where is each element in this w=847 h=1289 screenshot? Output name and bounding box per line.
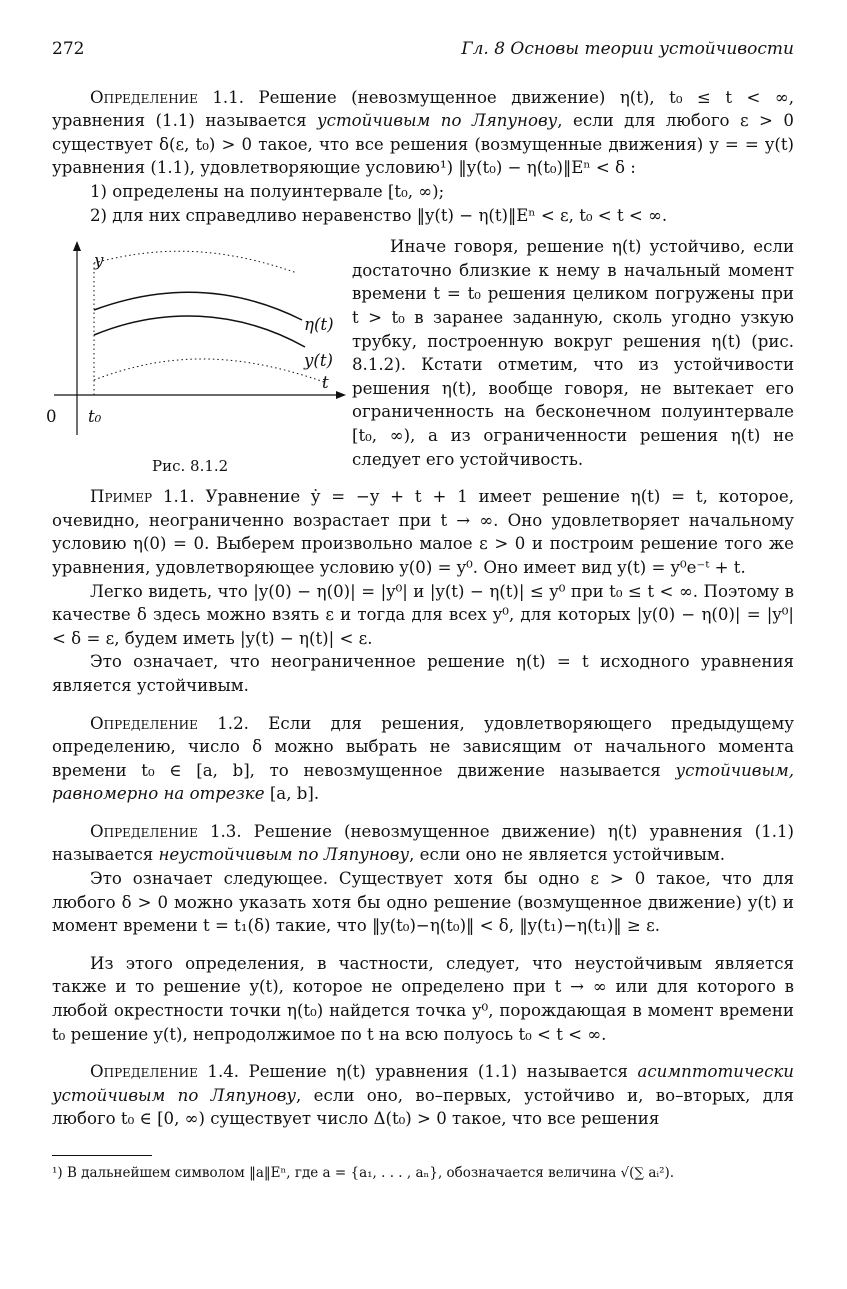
origin-label: 0 bbox=[46, 407, 57, 427]
example-paragraph: Это означает, что неограниченное решение η(t) = t исходного уравнения является устойчивым. bbox=[52, 652, 794, 695]
figure-8-1-2 bbox=[46, 235, 352, 485]
definition-paragraph: Это означает следующее. Существует хотя бы одно ε > 0 такое, что для любого δ > 0 можно указать хотя бы одно решение (возмущенное движение) y(t) и момент времени t = t₁(δ) такие, что ‖y(t₀)−η(t₀)‖ < δ, ‖y(t₁)−η(t₁)‖ ≥ ε. bbox=[52, 869, 794, 936]
definition-1-1 bbox=[52, 86, 794, 180]
axis-label-t: t bbox=[322, 373, 329, 393]
footnote-divider bbox=[52, 1155, 152, 1156]
definition-text: Решение η(t) уравнения (1.1) называется bbox=[239, 1062, 638, 1082]
t0-label: t₀ bbox=[88, 407, 102, 427]
definition-label: Определение 1.3. bbox=[90, 821, 242, 841]
example-paragraph: Легко видеть, что |y(0) − η(0)| = |y⁰| и |y(t) − η(t)| ≤ y⁰ при t₀ ≤ t < ∞. Поэтому в качестве δ здесь можно взять ε и тогда для всех y⁰, для которых |y(0) − η(0)| = |y⁰| < δ = ε, будем иметь |y(t) − η(t)| < ε. bbox=[52, 581, 794, 648]
running-header bbox=[52, 38, 794, 62]
definition-text: , если для любого ε > 0 существует δ(ε, t₀) > 0 такое, что все решения (возмущенные движения) y = = y(t) уравнения (1.1), удовлетворяющие условию¹) ‖y(t₀) − η(t₀)‖Eⁿ < δ : bbox=[52, 111, 794, 178]
definition-text: Решение (невозмущенное движение) η(t), t₀ ≤ t < ∞, уравнения (1.1) называется bbox=[52, 87, 794, 131]
definition-text: Решение (невозмущенное движение) η(t) уравнения (1.1) называется bbox=[52, 821, 794, 865]
condition-2: 2) для них справедливо неравенство ‖y(t) − η(t)‖Eⁿ < ε, t₀ < t < ∞. bbox=[90, 205, 668, 225]
figure-caption: Рис. 8.1.2 bbox=[152, 457, 229, 476]
definition-label: Определение 1.4. bbox=[90, 1062, 240, 1082]
chapter-title: Гл. 8 Основы теории устойчивости bbox=[461, 39, 794, 59]
axis-label-y: y bbox=[94, 251, 104, 271]
example-text: Уравнение ẏ = −y + t + 1 имеет решение η(t) = t, которое, очевидно, неограниченно возрастает при t → ∞. Оно удовлетворяет начальному условию η(0) = 0. Выберем произвольно малое ε > 0 и построим решение того же уравнения, удовлетворяющее условию y(0) = y⁰. Оно имеет вид y(t) = y⁰e⁻ᵗ + t. bbox=[52, 487, 794, 577]
footnote: ¹) В дальнейшем символом ‖a‖Eⁿ, где a = {a₁, . . . , aₙ}, обозначается величина √(∑ aᵢ²). bbox=[52, 1165, 675, 1181]
definition-label: Определение 1.1. bbox=[90, 87, 245, 107]
definition-text: , если оно не является устойчивым. bbox=[409, 845, 726, 865]
page-number: 272 bbox=[52, 39, 85, 59]
definition-text: Если для решения, удовлетворяющего предыдущему определению, число δ можно выбрать не зависящим от начального момента времени t₀ ∈ [a, b], то невозмущенное движение называется bbox=[52, 713, 795, 780]
definition-1-4 bbox=[52, 1060, 794, 1131]
definition-term: асимптотически устойчивым по Ляпунову bbox=[52, 1062, 794, 1105]
example-1-1 bbox=[52, 485, 794, 579]
definition-term: неустойчивым по Ляпунову bbox=[158, 845, 410, 865]
definition-label: Определение 1.2. bbox=[90, 713, 249, 733]
definition-paragraph: Из этого определения, в частности, следует, что неустойчивым является также и то решение y(t), которое не определено при t → ∞ или для которого в любой окрестности точки η(t₀) найдется точка y⁰, порождающая в момент времени t₀ решение y(t), непродолжимое по t на всю полуось t₀ < t < ∞. bbox=[52, 953, 794, 1044]
figure-explanation: Иначе говоря, решение η(t) устойчиво, если достаточно близкие к нему в начальный момент времени t = t₀ решения целиком погружены при t > t₀ в заранее заданную, сколь угодно узкую трубку, построенную вокруг решения η(t) (рис. 8.1.2). Кстати отметим, что из устойчивости решения η(t), вообще говоря, не вытекает его ограниченность на бесконечном полуинтервале [t₀, ∞), а из ограниченности решения η(t) не следует его устойчивость. bbox=[352, 237, 794, 469]
definition-term: устойчивым, равномерно на отрезке bbox=[52, 760, 794, 804]
curve-label-eta: η(t) bbox=[304, 315, 334, 335]
definition-text: , если оно, во–первых, устойчиво и, во–вторых, для любого t₀ ∈ [0, ∞) существует число Δ(t₀) > 0 такое, что все решения bbox=[52, 1085, 794, 1129]
definition-text: [a, b]. bbox=[264, 784, 320, 804]
definition-term: устойчивым по Ляпунову bbox=[317, 111, 558, 131]
definition-1-2 bbox=[52, 712, 794, 806]
example-label: Пример 1.1. bbox=[90, 487, 195, 507]
figure-block bbox=[46, 235, 794, 485]
definition-1-3 bbox=[52, 820, 794, 867]
page-body bbox=[46, 38, 795, 1182]
curve-label-y: y(t) bbox=[304, 351, 333, 371]
condition-1: 1) определены на полуинтервале [t₀, ∞); bbox=[90, 181, 445, 201]
